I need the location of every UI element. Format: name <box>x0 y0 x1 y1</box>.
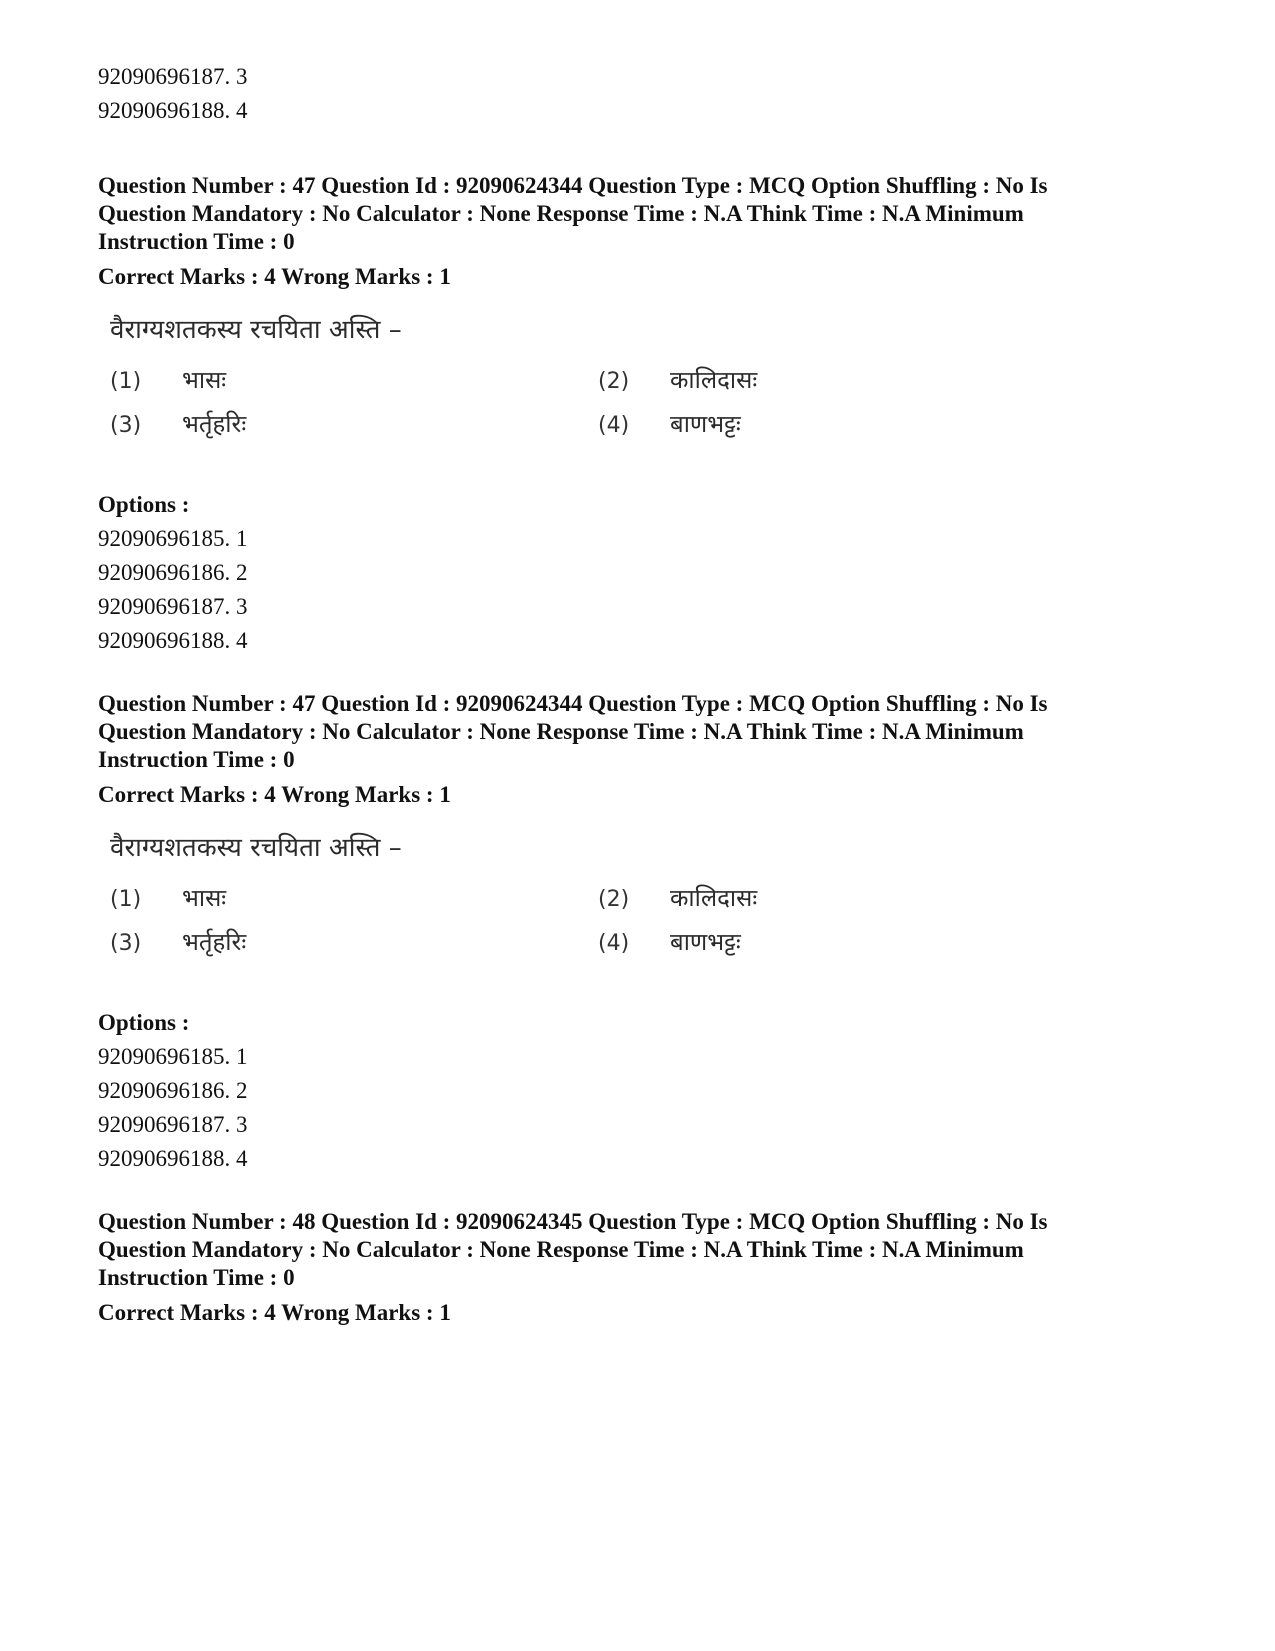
choice-number: (1) <box>110 369 142 394</box>
option-item: 92090696188. 4 <box>98 628 248 653</box>
question-stem: वैराग्यशतकस्य रचयिता अस्ति – <box>110 833 402 863</box>
option-item: 92090696188. 4 <box>98 1146 248 1171</box>
choice-number: (1) <box>110 887 142 912</box>
choice-1 <box>110 880 226 918</box>
choice-text: भर्तृहरिः <box>182 928 247 956</box>
marks-line: Correct Marks : 4 Wrong Marks : 1 <box>98 264 451 289</box>
question-block <box>98 1208 1178 1330</box>
question-image <box>98 822 1178 992</box>
option-item: 92090696187. 3 <box>98 594 248 619</box>
options-label: Options : <box>98 492 190 517</box>
marks-line: Correct Marks : 4 Wrong Marks : 1 <box>98 1300 451 1325</box>
option-item: 92090696186. 2 <box>98 560 248 585</box>
choice-text: भासः <box>182 884 227 912</box>
question-block <box>98 690 1178 1176</box>
choice-4 <box>598 924 741 962</box>
choice-number: (3) <box>110 413 142 438</box>
choice-text: बाणभट्टः <box>670 928 741 956</box>
question-stem: वैराग्यशतकस्य रचयिता अस्ति – <box>110 315 402 345</box>
choice-text: कालिदासः <box>670 366 758 394</box>
question-header-line: Question Mandatory : No Calculator : None Response Time : N.A Think Time : N.A Minimum <box>98 201 1024 226</box>
option-item: 92090696187. 3 <box>98 64 248 89</box>
question-header-line: Instruction Time : 0 <box>98 229 295 254</box>
choice-number: (4) <box>598 413 630 438</box>
question-header-line: Question Mandatory : No Calculator : None Response Time : N.A Think Time : N.A Minimum <box>98 1237 1024 1262</box>
marks-line: Correct Marks : 4 Wrong Marks : 1 <box>98 782 451 807</box>
question-block <box>98 172 1178 658</box>
option-item: 92090696185. 1 <box>98 1044 248 1069</box>
option-item: 92090696188. 4 <box>98 98 248 123</box>
question-header-line: Instruction Time : 0 <box>98 1265 295 1290</box>
top-options-list <box>98 60 1178 128</box>
choice-1 <box>110 362 226 400</box>
choice-text: कालिदासः <box>670 884 758 912</box>
choice-3 <box>110 924 246 962</box>
question-header-line: Question Number : 48 Question Id : 92090624345 Question Type : MCQ Option Shuffling : No Is <box>98 1209 1048 1234</box>
option-item: 92090696187. 3 <box>98 1112 248 1137</box>
choice-2 <box>598 362 757 400</box>
choice-text: भर्तृहरिः <box>182 410 247 438</box>
choice-number: (2) <box>598 369 630 394</box>
question-header-line: Question Number : 47 Question Id : 92090624344 Question Type : MCQ Option Shuffling : No Is <box>98 691 1048 716</box>
question-header-line: Question Number : 47 Question Id : 92090624344 Question Type : MCQ Option Shuffling : No Is <box>98 173 1048 198</box>
choice-number: (3) <box>110 931 142 956</box>
choice-2 <box>598 880 757 918</box>
choice-text: बाणभट्टः <box>670 410 741 438</box>
option-item: 92090696185. 1 <box>98 526 248 551</box>
option-item: 92090696186. 2 <box>98 1078 248 1103</box>
choice-number: (4) <box>598 931 630 956</box>
question-header-line: Question Mandatory : No Calculator : None Response Time : N.A Think Time : N.A Minimum <box>98 719 1024 744</box>
choice-3 <box>110 406 246 444</box>
choice-4 <box>598 406 741 444</box>
question-header-line: Instruction Time : 0 <box>98 747 295 772</box>
choice-text: भासः <box>182 366 227 394</box>
options-label: Options : <box>98 1010 190 1035</box>
choice-number: (2) <box>598 887 630 912</box>
question-image <box>98 304 1178 474</box>
document-page <box>98 60 1178 1330</box>
